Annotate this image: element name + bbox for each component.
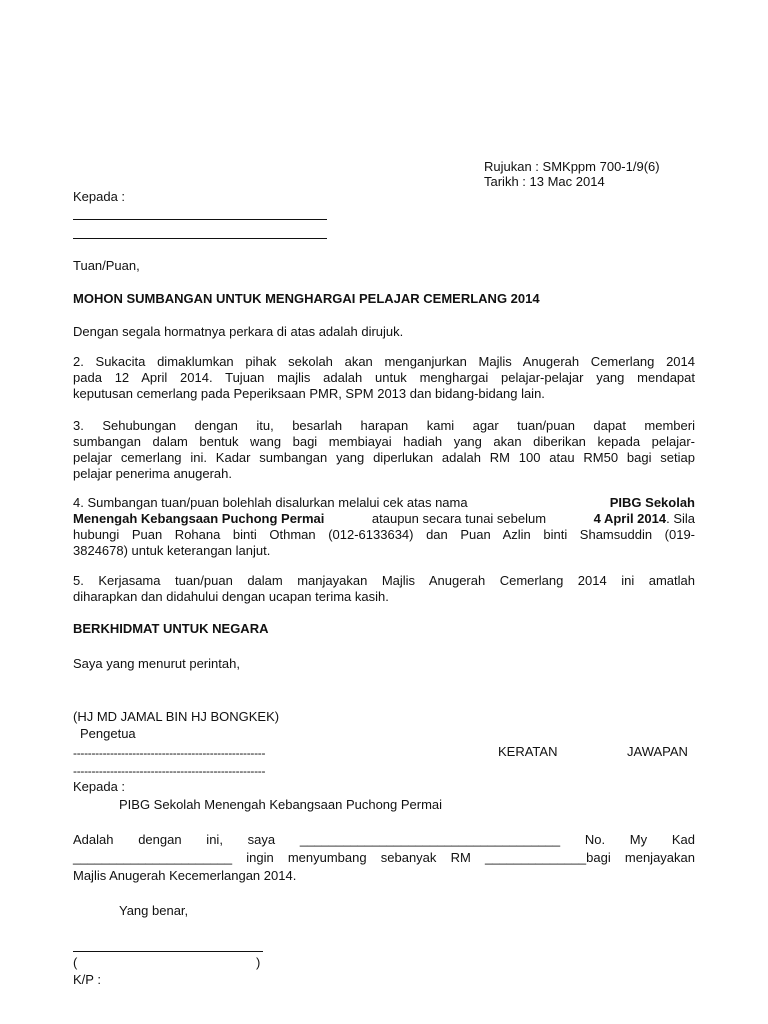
letter-subject: MOHON SUMBANGAN UNTUK MENGHARGAI PELAJAR CEMERLANG 2014 [73, 291, 540, 306]
reply-paren-open: ( [73, 955, 78, 970]
para4-payee-part2: Menengah Kebangsaan Puchong Permai [73, 511, 325, 526]
letter-date: Tarikh : 13 Mac 2014 [484, 174, 605, 189]
para4-line1 [73, 495, 695, 511]
motto: BERKHIDMAT UNTUK NEGARA [73, 621, 269, 636]
para4-sila: . Sila [666, 511, 695, 526]
reply-recipient-label: Kepada : [73, 779, 126, 794]
para4-deadline-date: 4 April 2014 [593, 511, 667, 526]
reply-paren-close: ) [256, 955, 261, 970]
para5-line1: 5. Kerjasama tuan/puan dalam manjayakan Majlis Anugerah Cemerlang 2014 ini amatlah [73, 573, 695, 588]
para3-line1: 3. Sehubungan dengan itu, besarlah harapan kami agar tuan/puan dapat memberi [73, 418, 695, 433]
signatory-name: (HJ MD JAMAL BIN HJ BONGKEK) [73, 709, 280, 724]
reply-closing: Yang benar, [119, 903, 189, 918]
signoff: Saya yang menurut perintah, [73, 656, 240, 671]
para2-line3: keputusan cemerlang pada Peperiksaan PMR, SPM 2013 dan bidang-bidang lain. [73, 386, 545, 401]
para2-line2: pada 12 April 2014. Tujuan majlis adalah untuk menghargai pelajar-pelajar yang mendapat [73, 370, 695, 385]
reply-addressee: PIBG Sekolah Menengah Kebangsaan Puchong Permai [119, 797, 443, 812]
reference-number: Rujukan : SMKppm 700-1/9(6) [484, 159, 660, 174]
para4-line1-text: 4. Sumbangan tuan/puan bolehlah disalurkan melalui cek atas nama [73, 495, 468, 510]
para3-line2: sumbangan dalam bentuk wang bagi membiayai hadiah yang akan diberikan kepada pelajar- [73, 434, 695, 449]
signatory-title: Pengetua [80, 726, 136, 741]
reply-kp-label: K/P : [73, 972, 101, 987]
cut-keratan: KERATAN [498, 744, 558, 759]
recipient-line-1 [73, 219, 327, 220]
para4-deadline-wrap [594, 511, 695, 527]
reply-signature-line [73, 951, 263, 952]
salutation: Tuan/Puan, [73, 258, 140, 273]
cut-jawapan: JAWAPAN [627, 744, 688, 759]
recipient-line-2 [73, 238, 327, 239]
para4-deadline-text: ataupun secara tunai sebelum [371, 511, 547, 526]
reply-line3: Majlis Anugerah Kecemerlangan 2014. [73, 868, 297, 883]
cut-line-dashes-2: ---------------------------------------------------- [73, 764, 266, 778]
para4-line3: hubungi Puan Rohana binti Othman (012-6133634) dan Puan Azlin binti Shamsuddin (019- [73, 527, 695, 542]
reply-line2: ______________________ ingin menyumbang sebanyak RM ______________bagi menjayakan [73, 850, 695, 865]
opening-line: Dengan segala hormatnya perkara di atas adalah dirujuk. [73, 324, 404, 339]
para4-line2 [73, 511, 695, 527]
recipient-label: Kepada : [73, 189, 126, 204]
para3-line3: pelajar cemerlang ini. Kadar sumbangan yang diperlukan adalah RM 100 atau RM50 bagi setiap [73, 450, 695, 465]
para5-line2: diharapkan dan didahului dengan ucapan terima kasih. [73, 589, 389, 604]
reply-line1: Adalah dengan ini, saya ____________________________________ No. My Kad [73, 832, 695, 847]
cut-line-dashes-1: ---------------------------------------------------- [73, 746, 266, 760]
para3-line4: pelajar penerima anugerah. [73, 466, 232, 481]
para4-line4: 3824678) untuk keterangan lanjut. [73, 543, 271, 558]
para4-payee-part1: PIBG Sekolah [609, 495, 695, 510]
para2-line1: 2. Sukacita dimaklumkan pihak sekolah akan menganjurkan Majlis Anugerah Cemerlang 2014 [73, 354, 695, 369]
